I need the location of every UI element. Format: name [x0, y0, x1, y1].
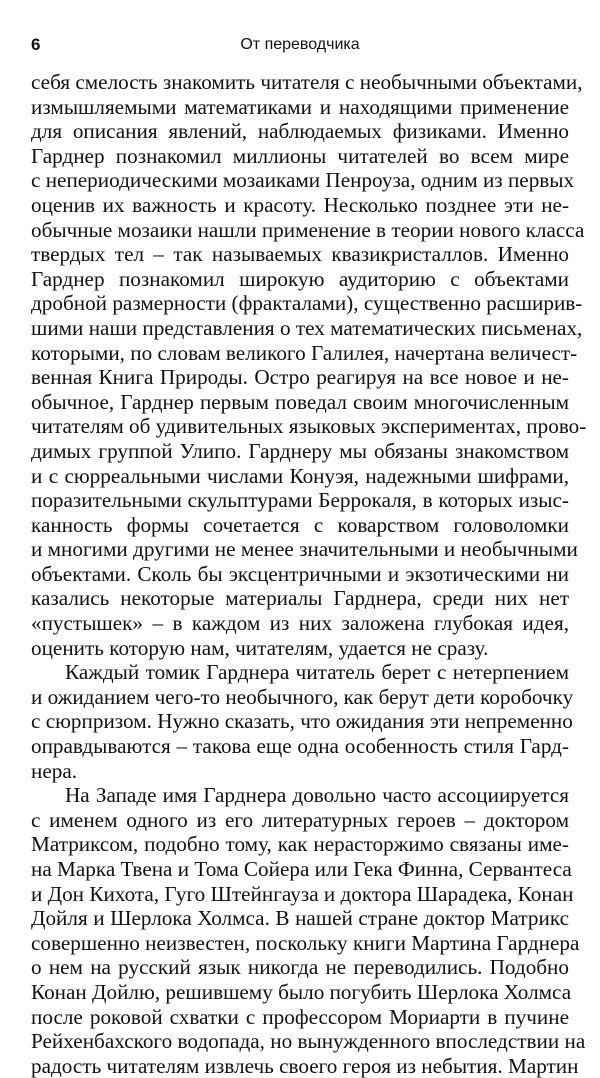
- text-line: и с сюрреальными числами Конуэя, надежными шифрами,: [31, 463, 569, 488]
- text-line: Конан Дойлю, решившему было погубить Шерлока Холмса: [31, 979, 572, 1004]
- text-line: и Дон Кихота, Гуго Штейнгауза и доктора Шарадека, Конан: [31, 881, 574, 906]
- text-line: обычное, Гарднер первым поведал своим многочисленным: [31, 389, 569, 414]
- text-line: казались некоторые материалы Гарднера, среди них нет: [31, 586, 569, 611]
- text-line: Каждый томик Гарднера читатель берет с нетерпением: [65, 660, 569, 685]
- text-line: шими наши представления о тех математических письменах,: [31, 315, 583, 340]
- text-line: с сюрпризом. Нужно сказать, что ожидания эти непременно: [31, 709, 573, 734]
- text-line: поразительными скульптурами Беррокаля, в которых изыс-: [31, 488, 569, 513]
- text-line: оценить которую нам, читателям, удается не сразу.: [31, 635, 489, 660]
- text-line: На Западе имя Гарднера довольно часто ассоциируется: [65, 783, 569, 808]
- text-line: Матриксом, подобно тому, как нерасторжимо связаны име-: [31, 832, 569, 857]
- text-line: канность формы сочетается с коварством головоломки: [31, 512, 569, 537]
- paragraph-3: [31, 783, 586, 1078]
- page-number: 6: [31, 35, 41, 54]
- paragraph-1: [31, 70, 587, 660]
- page-header: [31, 33, 569, 57]
- text-line: которыми, по словам великого Галилея, начертана величест-: [31, 340, 578, 365]
- text-line: Дойля и Шерлока Холмса. В нашей стране доктор Матрикс: [31, 906, 569, 931]
- text-line: и ожиданием чего-то необычного, как берут дети коробочку: [31, 684, 574, 709]
- text-line: себя смелость знакомить читателя с необычными объектами,: [31, 70, 583, 94]
- text-line: с непериодическими мозаиками Пенроуза, одним из первых: [31, 168, 575, 193]
- text-line: нера.: [31, 758, 78, 783]
- text-line: дробной размерности (фракталами), существенно расширив-: [31, 291, 583, 316]
- text-line: твердых тел – так называемых квазикристаллов. Именно: [31, 242, 569, 267]
- text-line: измышляемыми математиками и находящими применение: [31, 94, 569, 119]
- paragraph-2: [31, 660, 574, 783]
- text-line: димых группой Улипо. Гарднеру мы обязаны знакомством: [31, 438, 569, 463]
- text-line: оправдываются – такова еще одна особенность стиля Гард-: [31, 734, 569, 759]
- text-line: совершенно неизвестен, поскольку книги Мартина Гарднера: [31, 930, 580, 955]
- text-line: о нем на русский язык никогда не переводились. Подобно: [31, 955, 569, 980]
- text-line: на Марка Твена и Тома Сойера или Гека Финна, Сервантеса: [31, 857, 572, 881]
- text-line: Рейхенбахского водопада, но вынужденного впоследствии на: [31, 1029, 586, 1054]
- text-line: и многими другими не менее значительными и необычными: [31, 537, 578, 562]
- text-line: венная Книга Природы. Остро реагируя на все новое и не-: [31, 365, 569, 390]
- running-title: От переводчика: [240, 36, 360, 53]
- text-line: оценив их важность и красоту. Несколько позднее эти не-: [31, 192, 569, 217]
- text-line: после роковой схватки с профессором Мориарти в пучине: [31, 1004, 569, 1029]
- text-line: для описания явлений, наблюдаемых физиками. Именно: [31, 119, 569, 144]
- text-line: радость читателям извлечь своего героя из небытия. Мартин: [31, 1053, 579, 1078]
- body-text: [31, 70, 587, 1078]
- text-line: Гарднер познакомил широкую аудиторию с объектами: [31, 266, 569, 291]
- text-line: «пустышек» – в каждом из них заложена глубокая идея,: [31, 611, 569, 636]
- text-line: читателям об удивительных языковых экспериментах, прово-: [31, 414, 587, 439]
- text-line: Гарднер познакомил миллионы читателей во всем мире: [31, 143, 569, 168]
- text-line: обычные мозаики нашли применение в теории нового класса: [31, 217, 585, 242]
- text-line: объектами. Сколь бы эксцентричными и экзотическими ни: [31, 561, 569, 586]
- text-line: с именем одного из его литературных героев – доктором: [31, 807, 569, 832]
